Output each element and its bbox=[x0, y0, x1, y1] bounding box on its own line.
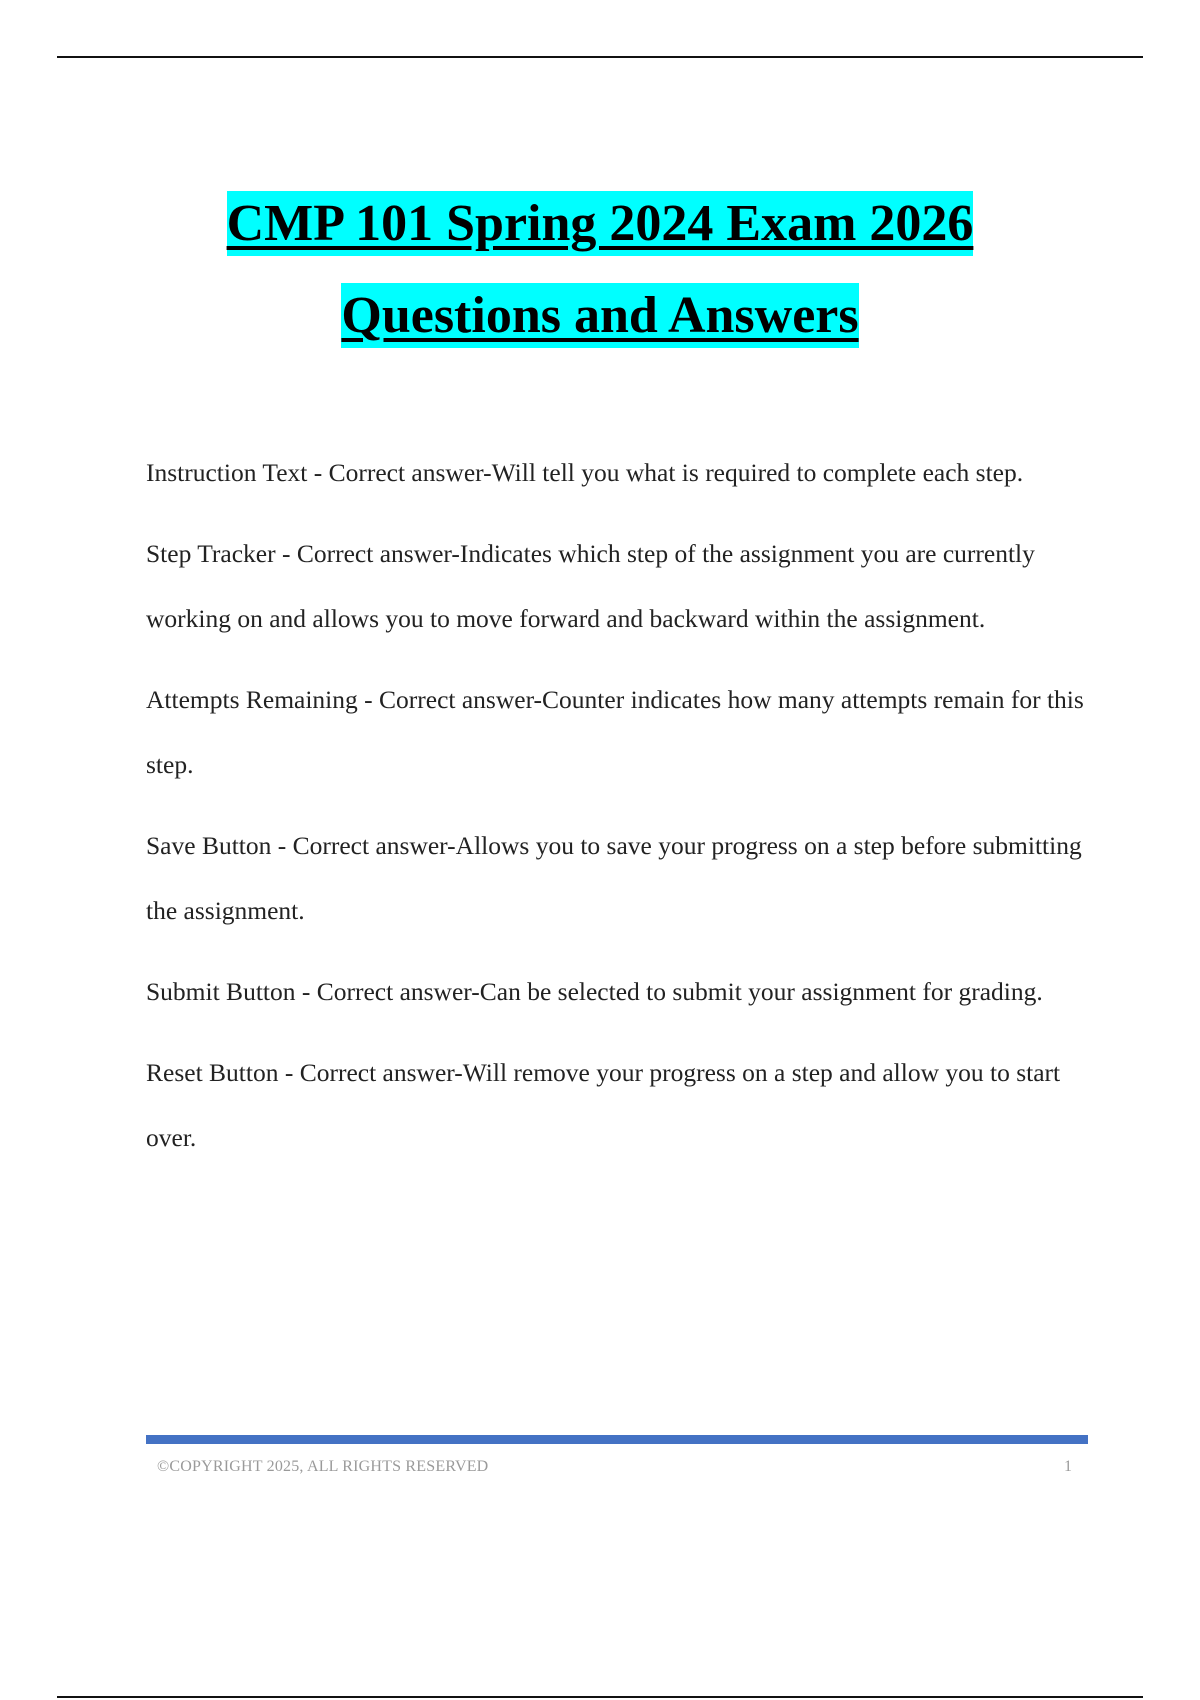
footer-bar bbox=[146, 1435, 1088, 1444]
title-text-1: CMP 101 Spring 2024 Exam 2026 bbox=[227, 191, 974, 256]
qa-item-attempts-remaining: Attempts Remaining - Correct answer-Counter indicates how many attempts remain for this step. bbox=[146, 685, 1084, 779]
document-title bbox=[0, 178, 1200, 362]
title-text-2: Questions and Answers bbox=[341, 283, 858, 348]
bottom-page-rule bbox=[57, 1696, 1143, 1698]
page-number: 1 bbox=[1064, 1458, 1072, 1475]
qa-list bbox=[146, 440, 1096, 1186]
top-page-rule bbox=[57, 56, 1143, 58]
qa-item-instruction-text: Instruction Text - Correct answer-Will tell you what is required to complete each step. bbox=[146, 458, 1024, 487]
title-line-1 bbox=[0, 178, 1200, 270]
qa-item-reset-button: Reset Button - Correct answer-Will remove your progress on a step and allow you to start over. bbox=[146, 1058, 1061, 1152]
qa-item-save-button: Save Button - Correct answer-Allows you to save your progress on a step before submitting the assignment. bbox=[146, 831, 1082, 925]
title-line-2 bbox=[0, 270, 1200, 362]
qa-item-submit-button: Submit Button - Correct answer-Can be selected to submit your assignment for grading. bbox=[146, 977, 1043, 1006]
footer-copyright: ©COPYRIGHT 2025, ALL RIGHTS RESERVED bbox=[157, 1458, 489, 1475]
qa-item-step-tracker: Step Tracker - Correct answer-Indicates which step of the assignment you are currently working on and allows you to move forward and backward within the assignment. bbox=[146, 539, 1035, 633]
